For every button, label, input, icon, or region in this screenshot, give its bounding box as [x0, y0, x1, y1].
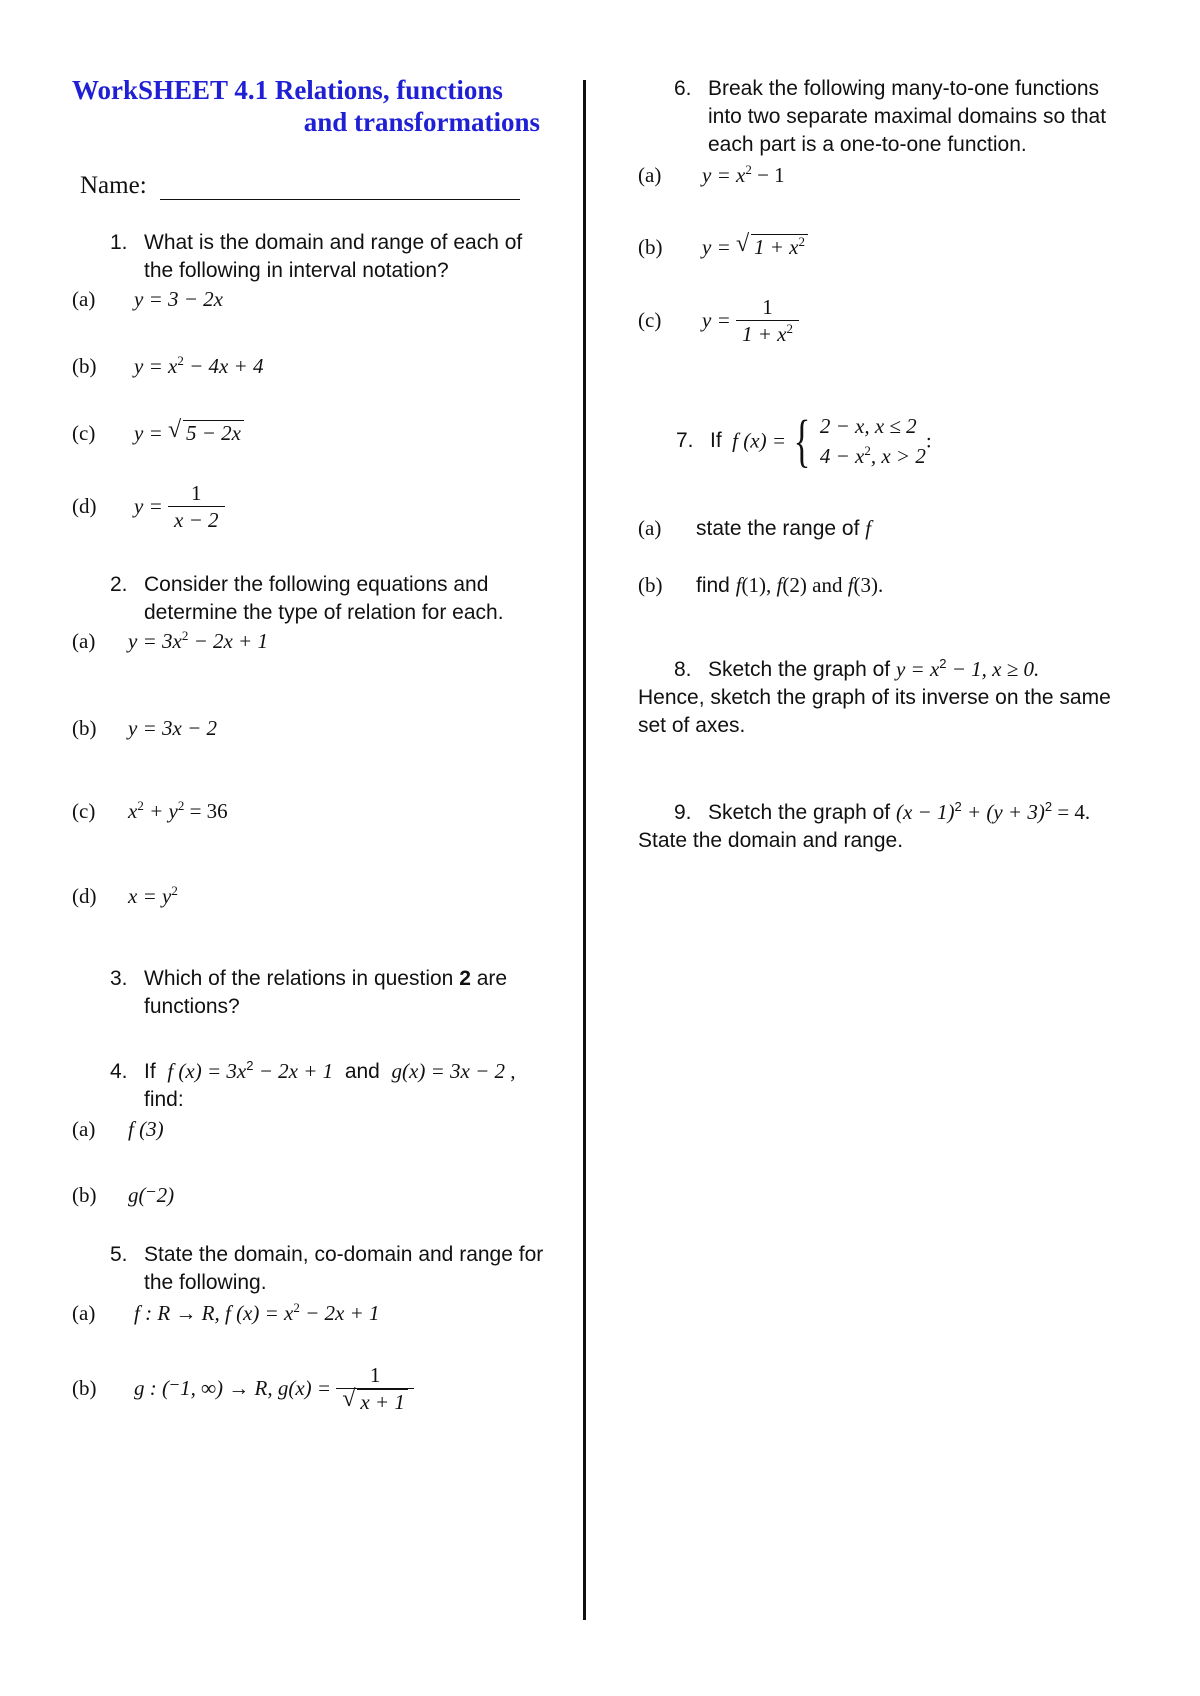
question-5-line2: the following.: [144, 1271, 267, 1294]
question-2c: (c) $x^2 + y^2 = 36$: [72, 798, 228, 823]
question-7: 7. If f (x) = { 2 − x, x ≤ 2 $4 - x^2$, x > 2 :: [676, 408, 932, 473]
piecewise-cases: 2 − x, x ≤ 2 $4 - x^2$, x > 2: [819, 414, 926, 468]
brace-symbol: {: [793, 408, 811, 473]
question-6c: (c) y = $\frac{1}{1 + x^2}$: [638, 294, 799, 347]
question-3: 3. Which of the relations in question 2 are: [110, 967, 508, 990]
question-2-line2: determine the type of relation for each.: [144, 601, 504, 624]
question-1d: (d) y = $\frac{1}{x - 2}$: [72, 480, 225, 533]
question-6a: (a) $y = x^2 - 1$: [638, 162, 785, 187]
question-4a: (a) f (3): [72, 1117, 164, 1141]
question-4: 4. If f $(x) = 3x^2 - 2x + 1$ and g(x) = 3x − 2 ,: [110, 1058, 516, 1083]
question-1b: (b) $y = x^2 - 4x + 4$: [72, 353, 264, 378]
question-5b: (b) g : (⁻1, ∞) → R, g(x) = 1 √ x + 1: [72, 1362, 414, 1415]
fraction: $\frac{1}{x - 2}$: [168, 480, 225, 533]
question-7b: (b) find f(1), f(2) and f(3).: [638, 573, 884, 597]
question-5a: (a) f : R → R, f $(x) = x^2 - 2x + 1$: [72, 1300, 380, 1325]
sqrt-symbol: √ 5 − 2x: [168, 420, 244, 446]
name-line: [160, 199, 520, 200]
question-6: 6. Break the following many-to-one functions: [674, 77, 1100, 100]
question-1: 1. What is the domain and range of each of: [110, 231, 523, 254]
name-label: Name:: [80, 172, 147, 199]
question-9-line2: State the domain and range.: [638, 829, 904, 852]
question-6-line3: each part is a one-to-one function.: [708, 133, 1027, 156]
sqrt-symbol: √ $1 + x^2$: [736, 234, 808, 260]
question-2d: (d) $x = y^2$: [72, 883, 178, 908]
question-8-line3: set of axes.: [638, 714, 746, 737]
question-2b: (b) y = 3x − 2: [72, 716, 217, 740]
question-4-find: find:: [144, 1088, 184, 1111]
question-2: 2. Consider the following equations and: [110, 573, 489, 596]
question-3-line2: functions?: [144, 995, 240, 1018]
question-8: 8. Sketch the graph of $y = x^2 - 1$, x ≥ 0.: [674, 656, 1040, 681]
worksheet-title-line2: and transformations: [303, 107, 540, 137]
column-divider: [583, 80, 586, 1620]
question-4b: (b) g(⁻2): [72, 1183, 175, 1207]
question-7a: (a) state the range of f: [638, 516, 872, 540]
question-9: 9. Sketch the graph of $(x - 1)^2 + (y + 3)^2 = 4$.: [674, 799, 1091, 824]
question-6b: (b) y = √ $1 + x^2$: [638, 234, 808, 260]
question-6-line2: into two separate maximal domains so that: [708, 105, 1107, 128]
worksheet-title-line1: WorkSHEET 4.1 Relations, functions: [72, 75, 503, 105]
question-1-line2: the following in interval notation?: [144, 259, 449, 282]
sqrt-symbol: √ x + 1: [342, 1389, 408, 1415]
fraction: $\frac{1}{1 + x^2}$: [736, 294, 799, 347]
question-5: 5. State the domain, co-domain and range for: [110, 1243, 544, 1266]
question-1c: (c) y = √ 5 − 2x: [72, 420, 244, 446]
question-2a: (a) $y = 3x^2 - 2x + 1$: [72, 628, 268, 653]
question-1a: (a) y = 3 − 2x: [72, 287, 223, 311]
fraction: 1 √ x + 1: [336, 1362, 414, 1415]
question-8-line2: Hence, sketch the graph of its inverse on the same: [638, 686, 1111, 709]
